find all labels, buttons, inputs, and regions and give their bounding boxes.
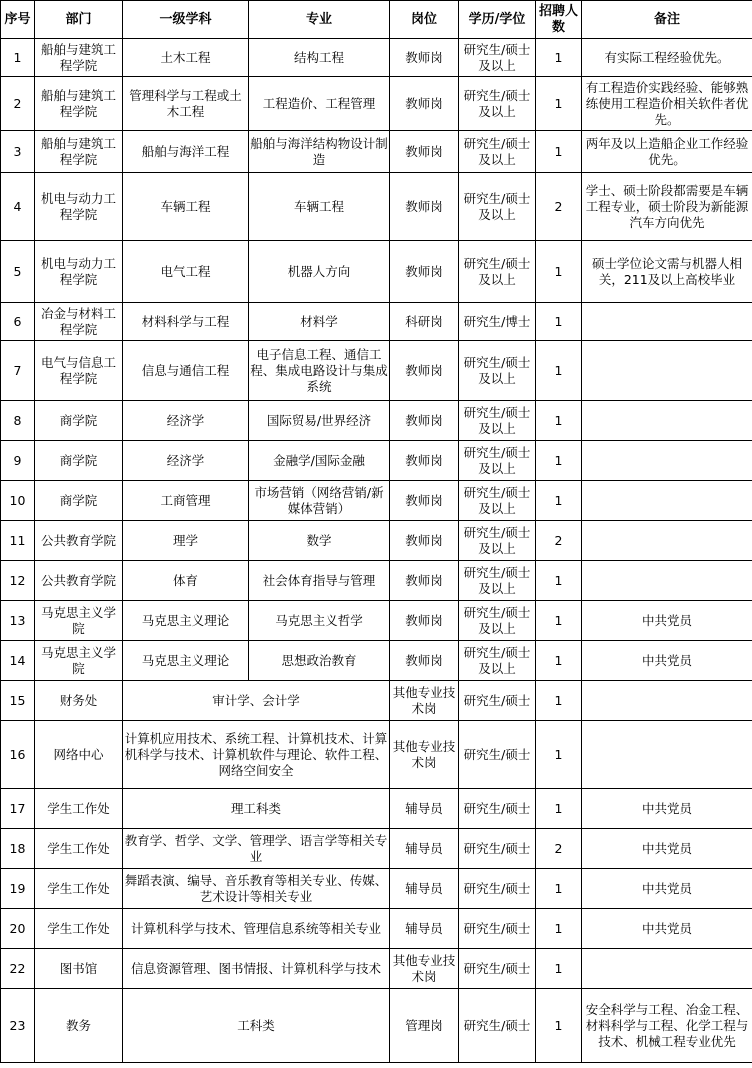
- header-major: 专业: [249, 1, 390, 39]
- cell-no: 22: [1, 949, 35, 989]
- cell-subject: 理学: [123, 521, 249, 561]
- cell-count: 1: [536, 721, 582, 789]
- cell-major: 材料学: [249, 303, 390, 341]
- cell-count: 1: [536, 641, 582, 681]
- cell-degree: 研究生/硕士及以上: [459, 39, 536, 77]
- cell-no: 2: [1, 77, 35, 131]
- header-count: 招聘人数: [536, 1, 582, 39]
- cell-degree: 研究生/硕士: [459, 829, 536, 869]
- header-note: 备注: [582, 1, 752, 39]
- cell-note: [582, 481, 752, 521]
- cell-post: 其他专业技术岗: [390, 949, 459, 989]
- cell-count: 1: [536, 909, 582, 949]
- cell-dept: 马克思主义学院: [35, 601, 123, 641]
- cell-major: 金融学/国际金融: [249, 441, 390, 481]
- cell-note: 中共党员: [582, 641, 752, 681]
- cell-post: 教师岗: [390, 481, 459, 521]
- cell-dept: 财务处: [35, 681, 123, 721]
- cell-no: 10: [1, 481, 35, 521]
- cell-subject: 经济学: [123, 401, 249, 441]
- cell-major: 国际贸易/世界经济: [249, 401, 390, 441]
- table-row: [1, 341, 752, 401]
- table-row: [1, 601, 752, 641]
- cell-subject: 土木工程: [123, 39, 249, 77]
- table-row: [1, 303, 752, 341]
- table-row: [1, 909, 752, 949]
- cell-count: 1: [536, 131, 582, 173]
- cell-post: 教师岗: [390, 77, 459, 131]
- cell-major: 数学: [249, 521, 390, 561]
- cell-count: 2: [536, 521, 582, 561]
- cell-post: 教师岗: [390, 39, 459, 77]
- header-subject: 一级学科: [123, 1, 249, 39]
- cell-subject: 体育: [123, 561, 249, 601]
- cell-note: 中共党员: [582, 829, 752, 869]
- cell-note: [582, 721, 752, 789]
- table-row: [1, 989, 752, 1063]
- cell-major: 结构工程: [249, 39, 390, 77]
- cell-degree: 研究生/硕士及以上: [459, 481, 536, 521]
- table-row: [1, 949, 752, 989]
- cell-dept: 商学院: [35, 401, 123, 441]
- cell-degree: 研究生/硕士及以上: [459, 641, 536, 681]
- table-row: [1, 641, 752, 681]
- cell-subject: 工商管理: [123, 481, 249, 521]
- cell-note: 硕士学位论文需与机器人相关，211及以上高校毕业: [582, 241, 752, 303]
- header-degree: 学历/学位: [459, 1, 536, 39]
- cell-dept: 学生工作处: [35, 789, 123, 829]
- table-row: [1, 789, 752, 829]
- cell-note: 两年及以上造船企业工作经验优先。: [582, 131, 752, 173]
- cell-note: [582, 561, 752, 601]
- cell-major: 电子信息工程、通信工程、集成电路设计与集成系统: [249, 341, 390, 401]
- cell-no: 13: [1, 601, 35, 641]
- cell-note: 有工程造价实践经验、能够熟练使用工程造价相关软件者优先。: [582, 77, 752, 131]
- cell-post: 辅导员: [390, 789, 459, 829]
- table-row: [1, 441, 752, 481]
- cell-post: 辅导员: [390, 829, 459, 869]
- cell-note: [582, 949, 752, 989]
- cell-merged-major: 工科类: [123, 989, 390, 1063]
- cell-count: 2: [536, 829, 582, 869]
- cell-subject: 信息与通信工程: [123, 341, 249, 401]
- table-row: [1, 401, 752, 441]
- header-dept: 部门: [35, 1, 123, 39]
- cell-major: 社会体育指导与管理: [249, 561, 390, 601]
- cell-note: 安全科学与工程、冶金工程、材料科学与工程、化学工程与技术、机械工程专业优先: [582, 989, 752, 1063]
- cell-no: 9: [1, 441, 35, 481]
- cell-count: 1: [536, 401, 582, 441]
- cell-no: 14: [1, 641, 35, 681]
- table-row: [1, 521, 752, 561]
- cell-dept: 机电与动力工程学院: [35, 173, 123, 241]
- cell-post: 教师岗: [390, 241, 459, 303]
- cell-post: 科研岗: [390, 303, 459, 341]
- cell-merged-major: 舞蹈表演、编导、音乐教育等相关专业、传媒、艺术设计等相关专业: [123, 869, 390, 909]
- cell-count: 1: [536, 789, 582, 829]
- cell-no: 11: [1, 521, 35, 561]
- cell-post: 管理岗: [390, 989, 459, 1063]
- cell-dept: 商学院: [35, 481, 123, 521]
- cell-post: 教师岗: [390, 601, 459, 641]
- cell-count: 2: [536, 173, 582, 241]
- cell-note: [582, 303, 752, 341]
- cell-dept: 学生工作处: [35, 869, 123, 909]
- cell-merged-major: 计算机科学与技术、管理信息系统等相关专业: [123, 909, 390, 949]
- table-row: [1, 131, 752, 173]
- cell-merged-major: 教育学、哲学、文学、管理学、语言学等相关专业: [123, 829, 390, 869]
- cell-no: 18: [1, 829, 35, 869]
- cell-degree: 研究生/硕士: [459, 721, 536, 789]
- cell-note: [582, 441, 752, 481]
- cell-merged-major: 计算机应用技术、系统工程、计算机技术、计算机科学与技术、计算机软件与理论、软件工程、网络空间安全: [123, 721, 390, 789]
- cell-note: [582, 401, 752, 441]
- cell-post: 教师岗: [390, 521, 459, 561]
- table-row: [1, 869, 752, 909]
- cell-count: 1: [536, 681, 582, 721]
- cell-dept: 船舶与建筑工程学院: [35, 131, 123, 173]
- cell-dept: 图书馆: [35, 949, 123, 989]
- cell-post: 教师岗: [390, 441, 459, 481]
- cell-note: 中共党员: [582, 869, 752, 909]
- cell-count: 1: [536, 481, 582, 521]
- cell-degree: 研究生/硕士及以上: [459, 241, 536, 303]
- header-no: 序号: [1, 1, 35, 39]
- cell-dept: 学生工作处: [35, 909, 123, 949]
- cell-degree: 研究生/硕士: [459, 989, 536, 1063]
- cell-merged-major: 审计学、会计学: [123, 681, 390, 721]
- table-row: [1, 77, 752, 131]
- cell-degree: 研究生/硕士及以上: [459, 131, 536, 173]
- cell-no: 5: [1, 241, 35, 303]
- table-row: [1, 173, 752, 241]
- cell-degree: 研究生/硕士及以上: [459, 601, 536, 641]
- cell-no: 7: [1, 341, 35, 401]
- cell-degree: 研究生/硕士及以上: [459, 173, 536, 241]
- cell-degree: 研究生/硕士: [459, 681, 536, 721]
- cell-no: 19: [1, 869, 35, 909]
- table-row: [1, 721, 752, 789]
- cell-no: 17: [1, 789, 35, 829]
- cell-major: 车辆工程: [249, 173, 390, 241]
- cell-subject: 经济学: [123, 441, 249, 481]
- cell-dept: 船舶与建筑工程学院: [35, 77, 123, 131]
- cell-post: 其他专业技术岗: [390, 721, 459, 789]
- table-row: [1, 829, 752, 869]
- cell-degree: 研究生/硕士: [459, 869, 536, 909]
- cell-note: 学士、硕士阶段都需要是车辆工程专业，硕士阶段为新能源汽车方向优先: [582, 173, 752, 241]
- cell-post: 教师岗: [390, 401, 459, 441]
- cell-subject: 车辆工程: [123, 173, 249, 241]
- table-row: [1, 481, 752, 521]
- cell-no: 16: [1, 721, 35, 789]
- cell-subject: 管理科学与工程或土木工程: [123, 77, 249, 131]
- cell-post: 其他专业技术岗: [390, 681, 459, 721]
- cell-note: 中共党员: [582, 601, 752, 641]
- cell-count: 1: [536, 341, 582, 401]
- table-row: [1, 39, 752, 77]
- cell-major: 市场营销（网络营销/新媒体营销）: [249, 481, 390, 521]
- cell-major: 机器人方向: [249, 241, 390, 303]
- cell-note: 中共党员: [582, 909, 752, 949]
- cell-post: 教师岗: [390, 173, 459, 241]
- cell-degree: 研究生/硕士及以上: [459, 401, 536, 441]
- cell-dept: 船舶与建筑工程学院: [35, 39, 123, 77]
- table-row: [1, 681, 752, 721]
- cell-degree: 研究生/硕士及以上: [459, 441, 536, 481]
- cell-dept: 机电与动力工程学院: [35, 241, 123, 303]
- cell-no: 15: [1, 681, 35, 721]
- cell-dept: 冶金与材料工程学院: [35, 303, 123, 341]
- cell-no: 4: [1, 173, 35, 241]
- cell-dept: 电气与信息工程学院: [35, 341, 123, 401]
- cell-count: 1: [536, 39, 582, 77]
- table-row: [1, 241, 752, 303]
- cell-post: 教师岗: [390, 561, 459, 601]
- cell-count: 1: [536, 241, 582, 303]
- cell-count: 1: [536, 561, 582, 601]
- cell-subject: 材料科学与工程: [123, 303, 249, 341]
- cell-merged-major: 理工科类: [123, 789, 390, 829]
- table-row: [1, 561, 752, 601]
- cell-dept: 商学院: [35, 441, 123, 481]
- cell-post: 辅导员: [390, 869, 459, 909]
- cell-subject: 船舶与海洋工程: [123, 131, 249, 173]
- cell-count: 1: [536, 869, 582, 909]
- cell-no: 20: [1, 909, 35, 949]
- cell-no: 23: [1, 989, 35, 1063]
- cell-count: 1: [536, 303, 582, 341]
- header-post: 岗位: [390, 1, 459, 39]
- cell-note: [582, 521, 752, 561]
- cell-count: 1: [536, 949, 582, 989]
- cell-degree: 研究生/硕士及以上: [459, 341, 536, 401]
- cell-dept: 教务: [35, 989, 123, 1063]
- cell-subject: 电气工程: [123, 241, 249, 303]
- cell-degree: 研究生/硕士: [459, 909, 536, 949]
- cell-no: 8: [1, 401, 35, 441]
- cell-post: 教师岗: [390, 131, 459, 173]
- cell-degree: 研究生/硕士及以上: [459, 561, 536, 601]
- cell-dept: 公共教育学院: [35, 521, 123, 561]
- cell-post: 教师岗: [390, 341, 459, 401]
- cell-note: 中共党员: [582, 789, 752, 829]
- cell-degree: 研究生/硕士及以上: [459, 521, 536, 561]
- cell-no: 12: [1, 561, 35, 601]
- cell-subject: 马克思主义理论: [123, 641, 249, 681]
- cell-count: 1: [536, 441, 582, 481]
- cell-note: 有实际工程经验优先。: [582, 39, 752, 77]
- cell-no: 3: [1, 131, 35, 173]
- cell-no: 1: [1, 39, 35, 77]
- cell-merged-major: 信息资源管理、图书情报、计算机科学与技术: [123, 949, 390, 989]
- cell-major: 马克思主义哲学: [249, 601, 390, 641]
- cell-degree: 研究生/博士: [459, 303, 536, 341]
- cell-dept: 网络中心: [35, 721, 123, 789]
- cell-no: 6: [1, 303, 35, 341]
- cell-major: 船舶与海洋结构物设计制造: [249, 131, 390, 173]
- cell-count: 1: [536, 989, 582, 1063]
- cell-degree: 研究生/硕士: [459, 789, 536, 829]
- cell-count: 1: [536, 601, 582, 641]
- cell-subject: 马克思主义理论: [123, 601, 249, 641]
- cell-note: [582, 681, 752, 721]
- header-row: [1, 1, 752, 39]
- cell-note: [582, 341, 752, 401]
- cell-dept: 公共教育学院: [35, 561, 123, 601]
- cell-major: 思想政治教育: [249, 641, 390, 681]
- cell-dept: 马克思主义学院: [35, 641, 123, 681]
- cell-major: 工程造价、工程管理: [249, 77, 390, 131]
- cell-degree: 研究生/硕士: [459, 949, 536, 989]
- cell-post: 教师岗: [390, 641, 459, 681]
- cell-count: 1: [536, 77, 582, 131]
- cell-dept: 学生工作处: [35, 829, 123, 869]
- cell-degree: 研究生/硕士及以上: [459, 77, 536, 131]
- cell-post: 辅导员: [390, 909, 459, 949]
